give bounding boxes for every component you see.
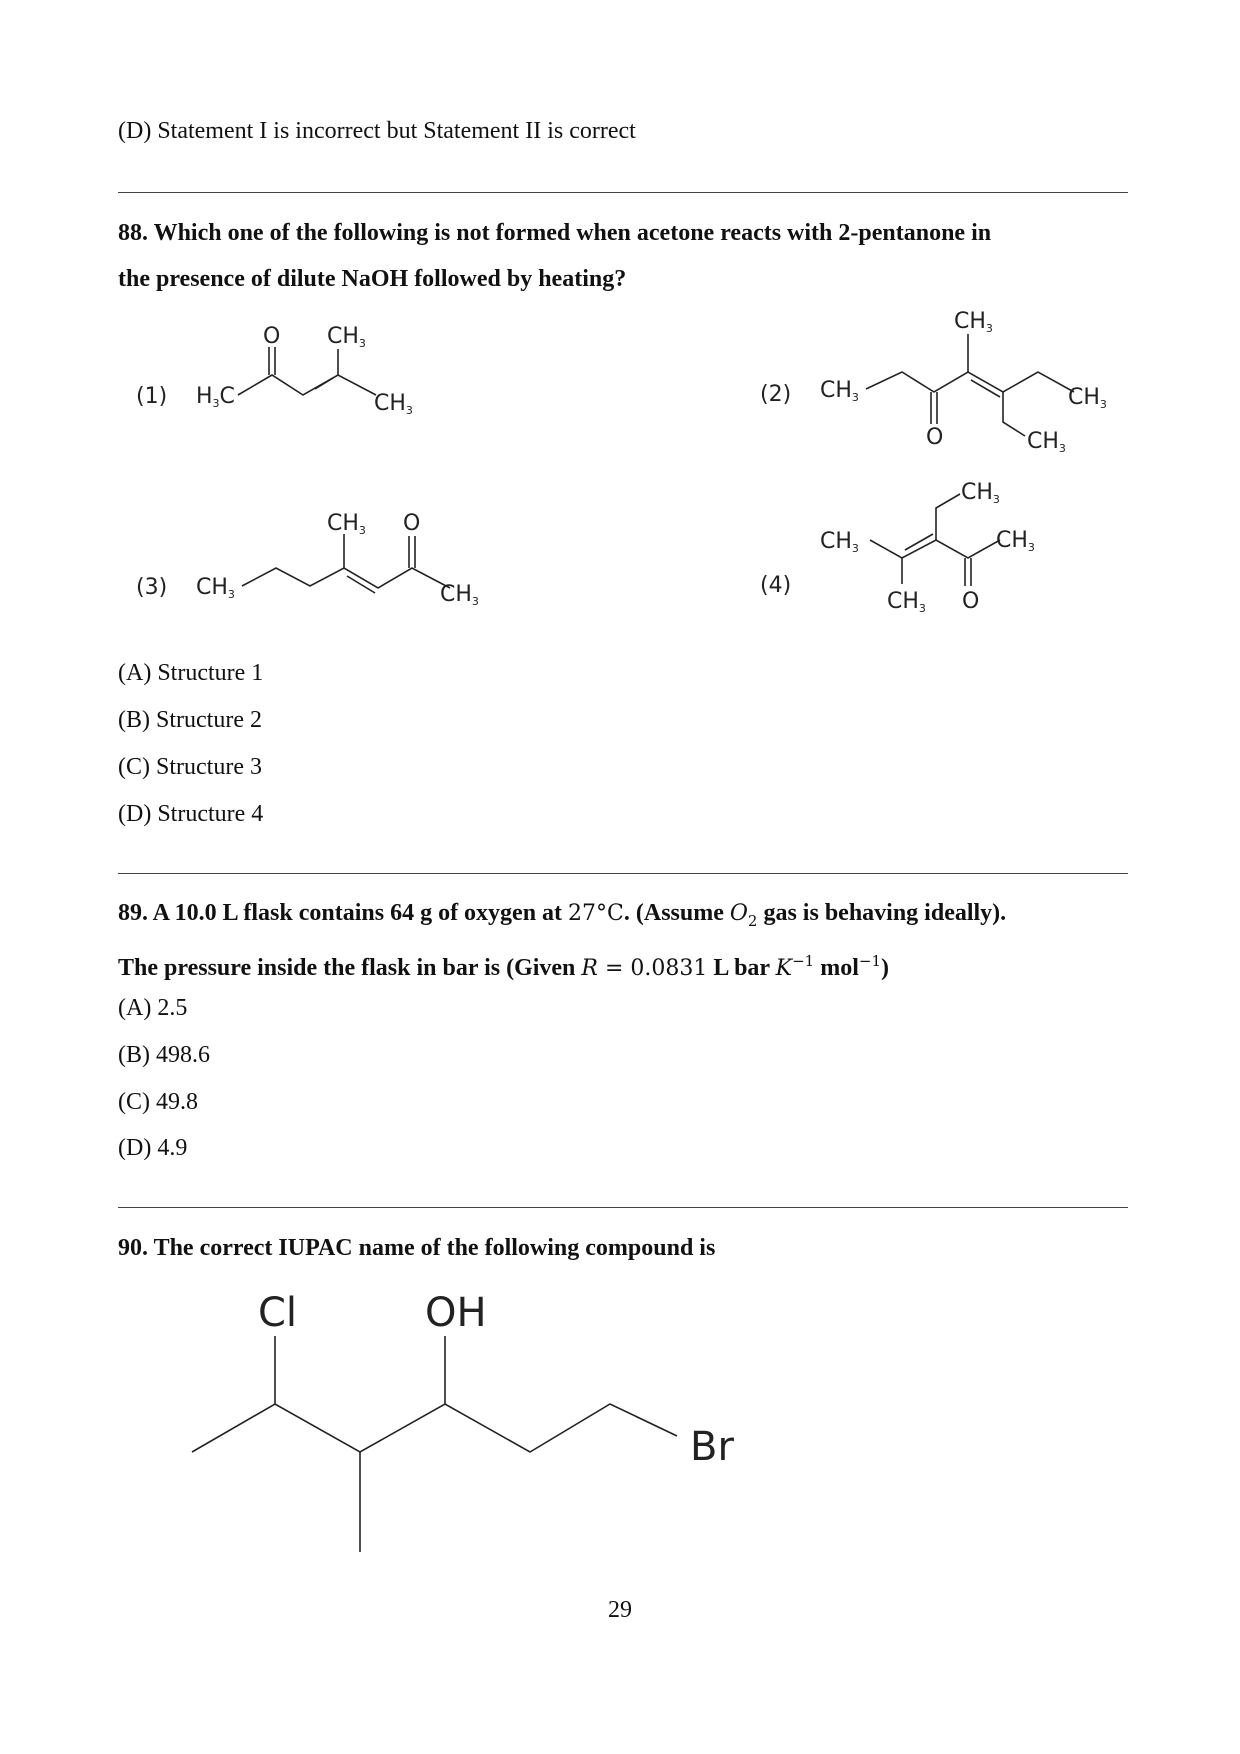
group-ch3: CH3 <box>440 582 479 608</box>
q88-stem-line1: 88. Which one of the following is not formed when acetone reacts with 2-pentanone in <box>118 220 992 246</box>
structure-q90 <box>180 1270 780 1560</box>
group-oh: OH <box>425 1290 487 1336</box>
structure-label: (2) <box>760 382 792 407</box>
structure-2 <box>750 300 1130 460</box>
structure-3 <box>120 490 500 610</box>
q89-option-c: (C) 49.8 <box>118 1089 198 1115</box>
group-ch3: CH3 <box>887 589 926 615</box>
q89-option-b: (B) 498.6 <box>118 1042 210 1068</box>
structure-label: (1) <box>136 384 168 409</box>
group-o: O <box>403 511 421 536</box>
structure-4 <box>750 460 1070 630</box>
q89-option-a: (A) 2.5 <box>118 995 188 1021</box>
divider <box>118 1207 1128 1208</box>
group-br: Br <box>690 1424 734 1470</box>
group-o: O <box>263 324 281 349</box>
q88-option-b: (B) Structure 2 <box>118 707 262 733</box>
divider <box>118 873 1128 874</box>
group-ch3: CH3 <box>820 529 859 555</box>
group-ch3: CH3 <box>820 378 859 404</box>
group-ch3: CH3 <box>1068 385 1107 411</box>
group-ch3: CH3 <box>954 309 993 335</box>
group-ch3: CH3 <box>996 528 1035 554</box>
group-ch3: CH3 <box>374 391 413 417</box>
structure-label: (3) <box>136 575 168 600</box>
page-number: 29 <box>608 1597 632 1623</box>
q90-stem: 90. The correct IUPAC name of the following compound is <box>118 1235 716 1261</box>
q87-option-d: (D) Statement I is incorrect but Statement II is correct <box>118 118 636 144</box>
group-cl: Cl <box>258 1290 298 1336</box>
q89-stem-line2: The pressure inside the flask in bar is (Given R = 0.0831 L bar $K^{-1}$ mol$^{-1}$) <box>118 952 889 981</box>
group-ch3: CH3 <box>961 480 1000 506</box>
group-ch3: CH3 <box>327 324 366 350</box>
q88-option-d: (D) Structure 4 <box>118 801 264 827</box>
group-o: O <box>926 425 944 450</box>
structure-1 <box>120 315 440 430</box>
q88-option-c: (C) Structure 3 <box>118 754 262 780</box>
divider <box>118 192 1128 193</box>
group-h3c: H3C <box>196 384 235 410</box>
q89-option-d: (D) 4.9 <box>118 1135 188 1161</box>
q89-stem-line1: 89. A 10.0 L flask contains 64 g of oxygen at 27°C. (Assume $O_2$ gas is behaving ideally). <box>118 900 1007 930</box>
q88-option-a: (A) Structure 1 <box>118 660 264 686</box>
group-o: O <box>962 589 980 614</box>
group-ch3: CH3 <box>196 575 235 601</box>
group-ch3: CH3 <box>327 511 366 537</box>
group-ch3: CH3 <box>1027 429 1066 455</box>
q88-stem-line2: the presence of dilute NaOH followed by heating? <box>118 266 627 292</box>
structure-label: (4) <box>760 573 792 598</box>
